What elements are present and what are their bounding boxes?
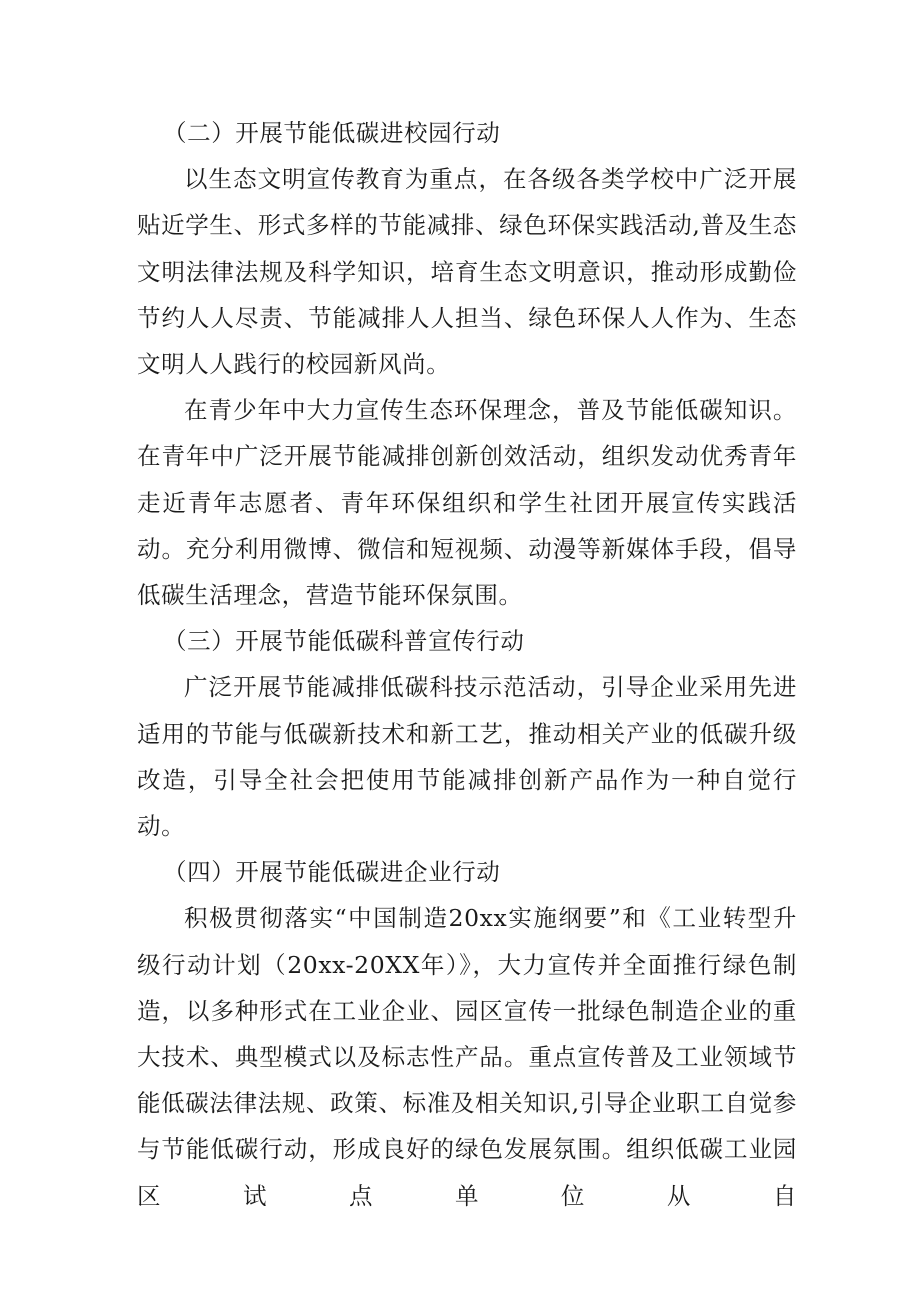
paragraph-science: 广泛开展节能减排低碳科技示范活动，引导企业采用先进适用的节能与低碳新技术和新工艺，推动相关产业的低碳升级改造，引导全社会把使用节能减排创新产品作为一种自觉行动。 [137,673,797,841]
section-heading-4: （四）开展节能低碳进企业行动 [163,858,501,887]
paragraph-campus-2: 在青少年中大力宣传生态环保理念，普及节能低碳知识。在青年中广泛开展节能减排创新创效活动，组织发动优秀青年走近青年志愿者、青年环保组织和学生社团开展宣传实践活动。充分利用微博、微信和短视频、动漫等新媒体手段，倡导低碳生活理念，营造节能环保氛围。 [137,396,797,610]
document-body [137,110,797,1219]
paragraph-enterprise: 积极贯彻落实“中国制造20xx实施纲要”和《工业转型升级行动计划（20xx-20XX年）》，大力宣传并全面推行绿色制造，以多种形式在工业企业、园区宣传一批绿色制造企业的重大技术、典型模式以及标志性产品。重点宣传普及工业领域节能低碳法律法规、政策、标准及相关知识,引导企业职工自觉参与节能低碳行动，形成良好的绿色发展氛围。组织低碳工业园区试点单位从自 [137,904,797,1210]
section-heading-3: （三）开展节能低碳科普宣传行动 [163,627,525,656]
section-heading-2: （二）开展节能低碳进校园行动 [163,119,501,147]
paragraph-campus-1: 以生态文明宣传教育为重点，在各级各类学校中广泛开展贴近学生、形式多样的节能减排、绿色环保实践活动,普及生态文明法律法规及科学知识，培育生态文明意识，推动形成勤俭节约人人尽责、节能减排人人担当、绿色环保人人作为、生态文明人人践行的校园新风尚。 [137,165,797,379]
